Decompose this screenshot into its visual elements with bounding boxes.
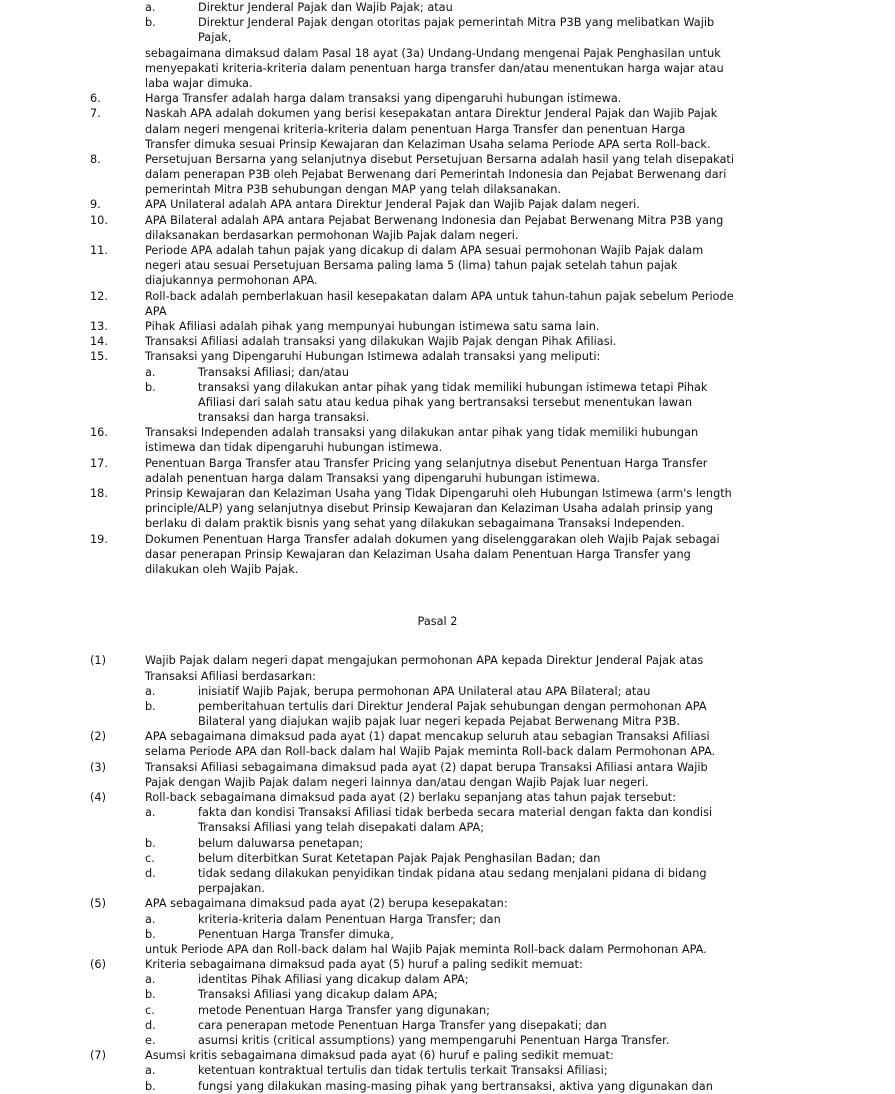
- item-text: tidak sedang dilakukan penyidikan tindak pidana atau sedang menjalani pidana di bidang: [198, 866, 707, 880]
- sub-item-line: [0, 866, 895, 881]
- item-number: 16.: [90, 426, 108, 440]
- item-text: Asumsi kritis sebagaimana dimaksud pada ayat (6) huruf e paling sedikit memuat:: [145, 1049, 614, 1063]
- item-text: diajukannya permohonan APA.: [145, 274, 318, 288]
- item-text: dasar penerapan Prinsip Kewajaran dan Kelaziman Usaha dalam Penentuan Harga Transfer yang: [145, 547, 691, 561]
- item-text: Direktur Jenderal Pajak dan Wajib Pajak; atau: [198, 1, 453, 14]
- item-text: adalah penentuan harga dalam Transaksi yang dipengaruhi hubungan istimewa.: [145, 471, 601, 485]
- item-number: (2): [90, 730, 107, 744]
- continuation-line: [0, 395, 895, 410]
- item-text: transaksi yang dilakukan antar pihak yang tidak memiliki hubungan istimewa tetapi Pihak: [198, 380, 708, 394]
- item-text: Roll-back adalah pemberlakuan hasil kesepakatan dalam APA untuk tahun-tahun pajak sebelum Periode: [145, 289, 734, 303]
- item-number: b.: [145, 16, 156, 30]
- item-text: Transaksi Afiliasi sebagaimana dimaksud pada ayat (2) dapat berupa Transaksi Afiliasi antara Wajib: [145, 760, 708, 774]
- item-text: APA Unilateral adalah APA antara Direktur Jenderal Pajak dan Wajib Pajak dalam negeri.: [145, 198, 640, 212]
- sub-item-line: [0, 380, 895, 395]
- item-number: a.: [145, 365, 156, 379]
- item-text: Pajak,: [198, 31, 232, 45]
- item-text: APA: [145, 304, 167, 318]
- continuation-line: [0, 30, 895, 45]
- numbered-item-line: [0, 319, 895, 334]
- item-number: a.: [145, 684, 156, 698]
- numbered-item-line: [0, 1048, 895, 1063]
- item-text: Harga Transfer adalah harga dalam transaksi yang dipengaruhi hubungan istimewa.: [145, 92, 622, 106]
- pasal-2-list: [0, 653, 895, 1093]
- item-text: Transaksi Afiliasi; dan/atau: [198, 365, 349, 379]
- item-text: pemerintah Mitra P3B sehubungan dengan MAP yang telah dilaksanakan.: [145, 183, 561, 197]
- item-text: dalam penerapan P3B oleh Pejabat Berwenang dari Pemerintah Indonesia dan Pejabat Berwenang dari: [145, 168, 727, 182]
- continuation-line: [0, 669, 895, 684]
- sub-item-line: [0, 836, 895, 851]
- item-number: 8.: [90, 152, 101, 166]
- continuation-line: [0, 258, 895, 273]
- sub-item-line: [0, 987, 895, 1002]
- continuation-line: [0, 304, 895, 319]
- numbered-item-line: [0, 532, 895, 547]
- item-number: a.: [145, 912, 156, 926]
- numbered-item-line: [0, 152, 895, 167]
- continuation-line: [0, 273, 895, 288]
- sub-item-line: [0, 0, 895, 15]
- item-text: laba wajar dimuka.: [145, 76, 253, 90]
- continuation-line: [0, 820, 895, 835]
- item-text: Transaksi Afiliasi adalah transaksi yang dilakukan Wajib Pajak dengan Pihak Afiliasi.: [145, 335, 617, 349]
- item-number: b.: [145, 1079, 156, 1093]
- item-number: (4): [90, 791, 107, 804]
- item-number: 6.: [90, 92, 101, 106]
- item-text: metode Penentuan Harga Transfer yang digunakan;: [198, 1003, 490, 1017]
- section-heading: Pasal 2: [417, 615, 458, 629]
- item-number: d.: [145, 866, 156, 880]
- item-number: (3): [90, 760, 107, 774]
- item-text: Periode APA adalah tahun pajak yang dicakup di dalam APA sesuai permohonan Wajib Pajak dalam: [145, 244, 704, 257]
- item-number: 7.: [90, 107, 101, 121]
- item-number: c.: [145, 1003, 155, 1017]
- numbered-item-line: [0, 106, 895, 121]
- sub-item-line: [0, 805, 895, 820]
- item-text: Pajak dengan Wajib Pajak dalam negeri lainnya dan/atau dengan Wajib Pajak luar negeri.: [145, 775, 649, 789]
- continuation-line: [0, 182, 895, 197]
- item-text: dilaksanakan berdasarkan permohonan Wajib Pajak dalam negeri.: [145, 228, 519, 242]
- item-number: 11.: [90, 244, 108, 257]
- item-text: Roll-back sebagaimana dimaksud pada ayat (2) berlaku sepanjang atas tahun pajak tersebut:: [145, 791, 677, 804]
- item-number: b.: [145, 836, 156, 850]
- numbered-item-line: [0, 334, 895, 349]
- sub-item-line: [0, 972, 895, 987]
- numbered-item-line: [0, 760, 895, 775]
- continuation-line: [0, 61, 895, 76]
- item-text: negeri atau sesuai Persetujuan Bersama paling lama 5 (lima) tahun pajak setelah tahun pajak: [145, 259, 678, 273]
- numbered-item-line: [0, 896, 895, 911]
- item-text: identitas Pihak Afiliasi yang dicakup dalam APA;: [198, 973, 469, 987]
- item-text: Penentuan Harga Transfer dimuka,: [198, 927, 394, 941]
- item-text: sebagaimana dimaksud dalam Pasal 18 ayat (3a) Undang-Undang mengenai Pajak Penghasilan untuk: [145, 46, 721, 60]
- item-number: 10.: [90, 213, 108, 227]
- item-text: Direktur Jenderal Pajak dengan otoritas pajak pemerintah Mitra P3B yang melibatkan Wajib: [198, 16, 715, 30]
- item-text: Penentuan Barga Transfer atau Transfer Pricing yang selanjutnya disebut Penentuan Harga Transfer: [145, 456, 708, 470]
- item-text: principle/ALP) yang selanjutnya disebut Prinsip Kewajaran dan Kelaziman Usaha adalah prinsip yang: [145, 502, 714, 516]
- item-text: asumsi kritis (critical assumptions) yang mempengaruhi Penentuan Harga Transfer.: [198, 1034, 670, 1047]
- item-text: Transfer dimuka sesuai Prinsip Kewajaran dan Kelaziman Usaha selama Periode APA serta Roll-back.: [145, 137, 711, 151]
- numbered-item-line: [0, 790, 895, 805]
- item-text: fungsi yang dilakukan masing-masing pihak yang bertransaksi, aktiva yang digunakan dan: [198, 1079, 713, 1093]
- item-text: belum daluwarsa penetapan;: [198, 836, 364, 850]
- numbered-item-line: [0, 289, 895, 304]
- sub-item-line: [0, 912, 895, 927]
- item-number: d.: [145, 1018, 156, 1032]
- numbered-item-line: [0, 957, 895, 972]
- numbered-item-line: [0, 456, 895, 471]
- item-text: Transaksi Afiliasi berdasarkan:: [145, 669, 316, 683]
- numbered-item-line: [0, 91, 895, 106]
- numbered-item-line: [0, 197, 895, 212]
- item-text: Dokumen Penentuan Harga Transfer adalah dokumen yang diselenggarakan oleh Wajib Pajak sebagai: [145, 532, 720, 546]
- item-text: Transaksi Independen adalah transaksi yang dilakukan antar pihak yang tidak memiliki hubungan: [145, 426, 699, 440]
- numbered-item-line: [0, 349, 895, 364]
- continuation-line: [0, 942, 895, 957]
- item-text: istimewa dan tidak dipengaruhi hubungan istimewa.: [145, 441, 443, 455]
- item-number: 12.: [90, 289, 108, 303]
- item-text: transaksi dan harga transaksi.: [198, 411, 370, 425]
- item-text: ketentuan kontraktual tertulis dan tidak tertulis terkait Transaksi Afiliasi;: [198, 1064, 608, 1078]
- item-number: b.: [145, 380, 156, 394]
- item-number: 17.: [90, 456, 108, 470]
- continuation-line: [0, 137, 895, 152]
- item-text: inisiatif Wajib Pajak, berupa permohonan APA Unilateral atau APA Bilateral; atau: [198, 684, 651, 698]
- sub-item-line: [0, 365, 895, 380]
- item-number: 15.: [90, 350, 108, 364]
- continuation-line: [0, 714, 895, 729]
- item-number: c.: [145, 851, 155, 865]
- numbered-item-line: [0, 653, 895, 668]
- item-text: berlaku di dalam praktik bisnis yang sehat yang dilakukan sebagaimana Transaksi Independen.: [145, 517, 685, 531]
- continuation-line: [0, 410, 895, 425]
- item-number: (7): [90, 1049, 107, 1063]
- sub-item-line: [0, 1018, 895, 1033]
- item-number: (6): [90, 958, 107, 972]
- continuation-line: [0, 471, 895, 486]
- continuation-line: [0, 440, 895, 455]
- item-text: belum diterbitkan Surat Ketetapan Pajak Pajak Penghasilan Badan; dan: [198, 851, 601, 865]
- item-text: perpajakan.: [198, 882, 265, 896]
- item-number: a.: [145, 806, 156, 820]
- item-number: 19.: [90, 532, 108, 546]
- item-text: cara penerapan metode Penentuan Harga Transfer yang disepakati; dan: [198, 1018, 607, 1032]
- item-text: Transaksi Afiliasi yang telah disepakati dalam APA;: [198, 821, 485, 835]
- item-text: Transaksi Afiliasi yang dicakup dalam APA;: [198, 988, 438, 1002]
- continuation-line: [0, 501, 895, 516]
- item-number: a.: [145, 1, 156, 14]
- sub-item-line: [0, 1033, 895, 1048]
- continuation-line: [0, 228, 895, 243]
- numbered-item-line: [0, 243, 895, 258]
- continuation-line: [0, 547, 895, 562]
- sub-item-line: [0, 851, 895, 866]
- continuation-line: [0, 46, 895, 61]
- continuation-line: [0, 167, 895, 182]
- item-number: a.: [145, 973, 156, 987]
- sub-item-line: [0, 927, 895, 942]
- continuation-line: [0, 122, 895, 137]
- item-number: e.: [145, 1034, 156, 1047]
- item-text: dalam negeri mengenai kriteria-kriteria dalam penentuan Harga Transfer dan penentuan Harga: [145, 122, 686, 136]
- item-text: dilakukan oleh Wajib Pajak.: [145, 562, 299, 576]
- item-text: Kriteria sebagaimana dimaksud pada ayat (5) huruf a paling sedikit memuat:: [145, 958, 583, 972]
- item-number: b.: [145, 927, 156, 941]
- item-text: Pihak Afiliasi adalah pihak yang mempunyai hubungan istimewa satu sama lain.: [145, 319, 600, 333]
- item-number: (1): [90, 654, 107, 668]
- item-text: Prinsip Kewajaran dan Kelaziman Usaha yang Tidak Dipengaruhi oleh Hubungan Istimewa (arm's length: [145, 487, 732, 500]
- item-number: b.: [145, 699, 156, 713]
- continuation-line: [0, 881, 895, 896]
- item-number: 13.: [90, 319, 108, 333]
- item-number: 14.: [90, 335, 108, 349]
- numbered-item-line: [0, 425, 895, 440]
- continuation-line: [0, 744, 895, 759]
- sub-item-line: [0, 699, 895, 714]
- numbered-item-line: [0, 213, 895, 228]
- item-number: b.: [145, 988, 156, 1002]
- continuation-line: [0, 516, 895, 531]
- item-text: APA Bilateral adalah APA antara Pejabat Berwenang Indonesia dan Pejabat Berwenang Mitra P3B yang: [145, 213, 724, 227]
- item-text: APA sebagaimana dimaksud pada ayat (2) berupa kesepakatan:: [145, 897, 508, 911]
- item-number: a.: [145, 1064, 156, 1078]
- item-text: Transaksi yang Dipengaruhi Hubungan Istimewa adalah transaksi yang meliputi:: [145, 350, 601, 364]
- item-text: Wajib Pajak dalam negeri dapat mengajukan permohonan APA kepada Direktur Jenderal Pajak atas: [145, 654, 704, 668]
- sub-item-line: [0, 684, 895, 699]
- item-text: Naskah APA adalah dokumen yang berisi kesepakatan antara Direktur Jenderal Pajak dan Wajib Pajak: [145, 107, 718, 121]
- sub-item-line: [0, 1063, 895, 1078]
- sub-item-line: [0, 1079, 895, 1094]
- item-text: Afiliasi dari salah satu atau kedua pihak yang bertransaksi tersebut menentukan lawan: [198, 395, 693, 409]
- numbered-item-line: [0, 729, 895, 744]
- item-text: kriteria-kriteria dalam Penentuan Harga Transfer; dan: [198, 912, 501, 926]
- item-text: Persetujuan Bersarna yang selanjutnya disebut Persetujuan Bersarna adalah hasil yang telah disepakati: [145, 152, 734, 166]
- continuation-line: [0, 76, 895, 91]
- sub-item-line: [0, 15, 895, 30]
- item-number: (5): [90, 897, 107, 911]
- item-text: selama Periode APA dan Roll-back dalam hal Wajib Pajak meminta Roll-back dalam Permohonan APA.: [145, 745, 716, 759]
- item-text: menyepakati kriteria-kriteria dalam penentuan harga transfer dan/atau menentukan harga wajar atau: [145, 61, 724, 75]
- sub-item-line: [0, 1003, 895, 1018]
- continuation-line: [0, 775, 895, 790]
- item-number: 9.: [90, 198, 101, 212]
- numbered-item-line: [0, 486, 895, 501]
- continuation-line: [0, 562, 895, 577]
- item-text: untuk Periode APA dan Roll-back dalam hal Wajib Pajak meminta Roll-back dalam Permohonan APA.: [145, 942, 707, 956]
- item-text: fakta dan kondisi Transaksi Afiliasi tidak berbeda secara material dengan fakta dan kondisi: [198, 806, 713, 820]
- item-text: APA sebagaimana dimaksud pada ayat (1) dapat mencakup seluruh atau sebagian Transaksi Afiliasi: [145, 730, 710, 744]
- item-number: 18.: [90, 487, 108, 500]
- item-text: Bilateral yang diajukan wajib pajak luar negeri kepada Pejabat Berwenang Mitra P3B.: [198, 715, 681, 729]
- item-text: pemberitahuan tertulis dari Direktur Jenderal Pajak sehubungan dengan permohonan APA: [198, 699, 707, 713]
